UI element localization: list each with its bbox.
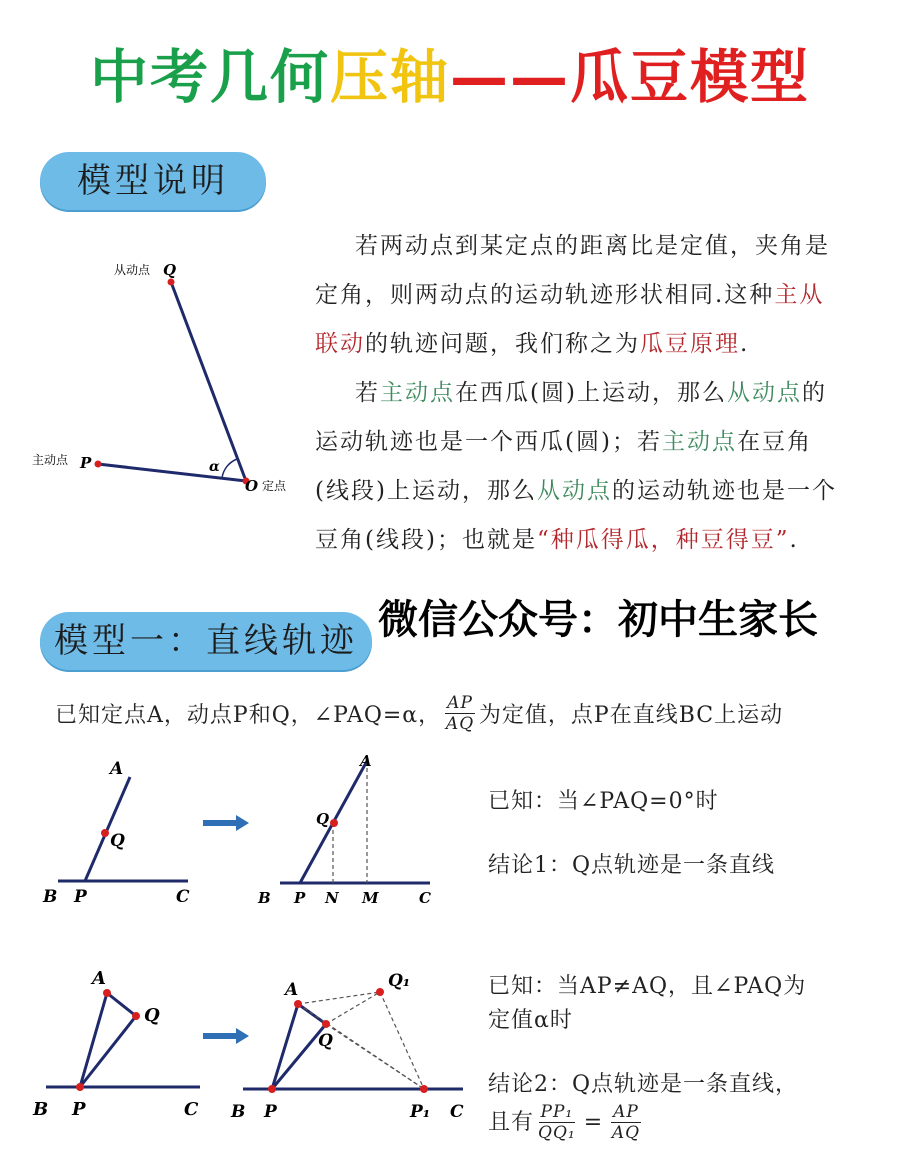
point-label: C: [184, 1099, 199, 1120]
text: 运动轨迹也是一个西瓜(圆)；若: [315, 429, 662, 455]
point-label: A: [92, 968, 106, 989]
text: 若: [355, 380, 380, 406]
section-label-model-one: 模型一：直线轨迹: [40, 612, 372, 670]
fraction-numerator: PP₁: [540, 1102, 574, 1122]
text: 的轨迹问题，我们称之为: [365, 331, 640, 357]
o-label: O: [245, 477, 259, 495]
text: 且有: [488, 1109, 535, 1135]
point-label: B: [258, 889, 271, 907]
point-label: C: [176, 887, 190, 907]
ratio-fraction: [445, 693, 475, 734]
para2-line2: [315, 418, 885, 467]
case1-known: 已知：当∠PAQ=0°时: [488, 789, 719, 814]
point-label: Q: [144, 1005, 160, 1026]
point-label: A: [360, 752, 372, 770]
point-label: P: [72, 1099, 86, 1120]
highlight-text: 从动点: [726, 380, 802, 406]
title-part-1: 中考几何: [89, 43, 330, 111]
figure-1: [38, 755, 198, 915]
text: (线段)上运动，那么: [315, 478, 537, 504]
fraction-numerator: AP: [613, 1102, 639, 1122]
point-label: M: [362, 889, 379, 907]
fraction-denominator: AQ: [611, 1123, 641, 1143]
highlight-text: 从动点: [536, 478, 612, 504]
case2-known: [488, 970, 806, 1038]
text: 若两动点到某定点的距离比是定值，夹角是: [355, 233, 830, 259]
text: 的运动轨迹也是一个: [611, 478, 837, 504]
given-statement: [55, 688, 783, 738]
case2-known-line1: 已知：当AP≠AQ，且∠PAQ为: [488, 974, 807, 999]
given-text: 已知定点A，动点P和Q，∠PAQ=α，: [55, 702, 442, 728]
text: 在西瓜(圆)上运动，那么: [455, 380, 727, 406]
text: 在豆角: [736, 429, 812, 455]
text: 的: [801, 380, 827, 406]
fraction-denominator: AQ: [445, 713, 475, 734]
point-label: Q₁: [388, 971, 411, 991]
point-label: P₁: [410, 1102, 431, 1122]
text: 定角，则两动点的运动轨迹形状相同.这种: [315, 282, 775, 308]
equals-sign: =: [583, 1109, 604, 1135]
title-part-3: ——瓜豆模型: [450, 43, 811, 111]
title-part-2: 压轴: [329, 43, 450, 111]
para2-line4: [315, 516, 885, 565]
case2-conclusion-line2: [488, 1102, 798, 1143]
q-label: Q: [163, 261, 177, 279]
fraction-denominator: QQ₁: [538, 1123, 576, 1143]
case2-conclusion: [488, 1068, 798, 1143]
o-tag: 定点: [262, 479, 287, 493]
highlight-text: 联动: [315, 331, 365, 357]
explain-paragraph: [315, 222, 885, 565]
para1-line2: [315, 271, 885, 320]
highlight-text: 主从: [774, 282, 825, 308]
section-label-model-explain: 模型说明: [40, 152, 266, 210]
model-diagram: [20, 250, 310, 510]
para2-line3: [315, 467, 885, 516]
figure-4: [228, 958, 478, 1126]
text: .: [740, 331, 750, 357]
point-label: Q: [110, 831, 125, 851]
point-label: P: [264, 1102, 277, 1122]
fraction-numerator: AP: [447, 692, 473, 713]
point-label: P: [74, 887, 87, 907]
case2-known-line2: 定值α时: [488, 1008, 573, 1033]
wechat-watermark: 微信公众号：初中生家长: [378, 597, 818, 643]
para2-line1: [315, 369, 885, 418]
highlight-text: “种瓜得瓜，种豆得豆”: [536, 527, 790, 553]
arrow-icon: [203, 813, 251, 833]
point-label: C: [419, 889, 431, 907]
highlight-text: 主动点: [380, 380, 455, 406]
text: 豆角(线段)；也就是: [315, 527, 537, 553]
case2-conclusion-line1: 结论2：Q点轨迹是一条直线，: [488, 1072, 799, 1097]
para1-line1: [315, 222, 885, 271]
point-label: B: [231, 1102, 246, 1122]
ratio-fraction: [611, 1102, 641, 1143]
point-label: B: [43, 887, 58, 907]
point-label: B: [33, 1099, 49, 1120]
p-tag: 主动点: [32, 453, 69, 467]
point-label: A: [285, 980, 299, 1000]
given-text: 为定值，点P在直线BC上运动: [478, 702, 784, 728]
highlight-text: 瓜豆原理: [640, 331, 740, 357]
p-label: P: [80, 454, 92, 472]
point-label: Q: [318, 1031, 333, 1051]
point-label: A: [110, 759, 124, 779]
case1-conclusion: 结论1：Q点轨迹是一条直线: [488, 853, 776, 878]
angle-label: α: [209, 459, 220, 475]
para1-line3: [315, 320, 885, 369]
point-label: P: [294, 889, 306, 907]
figure-2: [250, 745, 450, 915]
highlight-text: 主动点: [661, 429, 737, 455]
text: .: [789, 527, 799, 553]
q-tag: 从动点: [114, 263, 151, 277]
figure-3: [28, 960, 208, 1125]
page-title: [0, 30, 900, 114]
point-label: N: [325, 889, 339, 907]
ratio-fraction: [538, 1102, 576, 1143]
point-label: Q: [316, 810, 330, 828]
point-label: C: [450, 1102, 464, 1122]
